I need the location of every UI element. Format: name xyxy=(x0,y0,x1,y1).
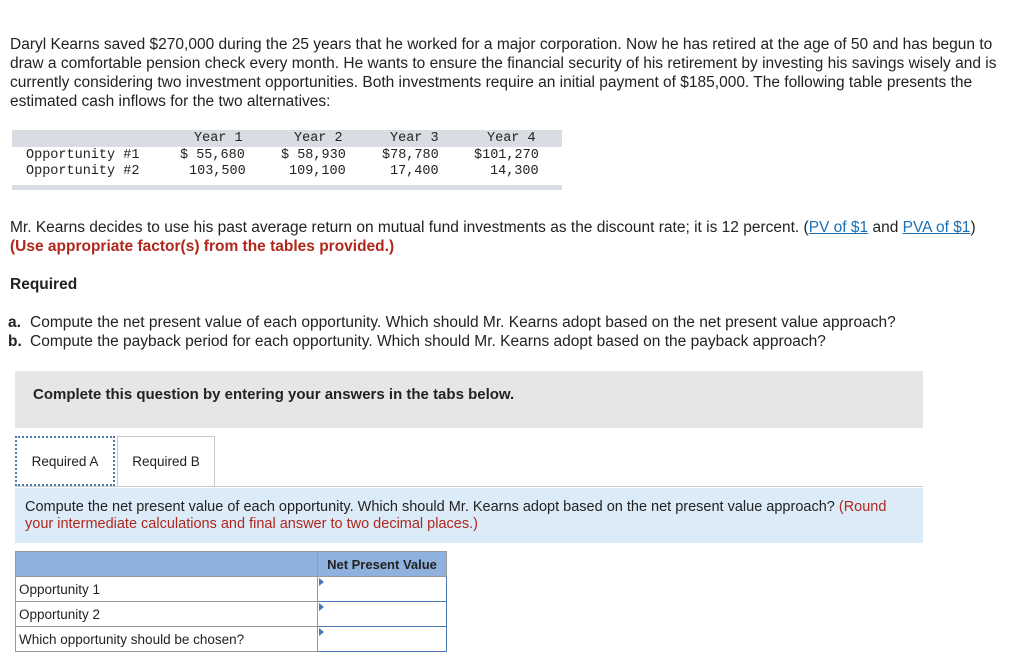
opportunity-1-label: Opportunity 1 xyxy=(16,577,318,602)
choice-cell xyxy=(318,627,447,652)
choice-label: Which opportunity should be chosen? xyxy=(16,627,318,652)
requirement-text: Compute the net present value of each opportunity. Which should Mr. Kearns adopt based on the net present value approach? xyxy=(30,314,896,331)
npv-column-header: Net Present Value xyxy=(318,552,447,577)
answer-row-opportunity-2 xyxy=(16,602,447,627)
cell-opp1-y4: $101,270 xyxy=(474,148,539,163)
opportunity-2-npv-cell xyxy=(318,602,447,627)
answer-row-choice xyxy=(16,627,447,652)
input-marker-icon xyxy=(319,603,324,611)
cell-opp1-y3: $78,780 xyxy=(382,148,439,163)
opportunity-2-label: Opportunity 2 xyxy=(16,602,318,627)
requirement-label: b. xyxy=(8,333,22,350)
tab-required-b[interactable]: Required B xyxy=(117,436,215,486)
col-header-year4: Year 4 xyxy=(487,131,536,146)
opportunity-2-npv-input[interactable] xyxy=(318,604,446,624)
cell-opp2-y3: 17,400 xyxy=(390,164,439,179)
requirement-b xyxy=(8,332,896,351)
choice-input[interactable] xyxy=(318,629,446,649)
cell-opp2-y2: 109,100 xyxy=(289,164,346,179)
input-marker-icon xyxy=(319,628,324,636)
instruction-panel xyxy=(15,488,923,543)
required-heading: Required xyxy=(10,276,78,293)
problem-intro: Daryl Kearns saved $270,000 during the 25 years that he worked for a major corporation. Now he has retired at the age of 50 and has begun to draw a comfortable pension check every month. He wants to ensure the financial security of his retirement by investing his savings wisely and is currently considering two investment opportunities. Both investments require an initial payment of $185,000. The following table presents the estimated cash inflows for the two alternatives: xyxy=(10,36,997,110)
close-paren: ) xyxy=(970,219,976,236)
discount-rate-paragraph xyxy=(10,218,1010,256)
factor-instruction: (Use appropriate factor(s) from the tables provided.) xyxy=(10,238,395,255)
answer-row-opportunity-1 xyxy=(16,577,447,602)
discount-rate-text: Mr. Kearns decides to use his past average return on mutual fund investments as the discount rate; it is 12 percent. ( xyxy=(10,219,809,236)
col-header-year1: Year 1 xyxy=(194,131,243,146)
cell-opp2-y4: 14,300 xyxy=(490,164,539,179)
cell-opp2-y1: 103,500 xyxy=(189,164,246,179)
col-header-year2: Year 2 xyxy=(294,131,343,146)
row-label-opp2: Opportunity #2 xyxy=(26,164,140,179)
tab-divider xyxy=(15,486,923,487)
complete-question-banner xyxy=(15,371,923,428)
row-label-opp1: Opportunity #1 xyxy=(26,148,140,163)
tab-required-a[interactable]: Required A xyxy=(15,436,115,486)
answer-header-blank xyxy=(16,552,318,577)
col-header-year3: Year 3 xyxy=(390,131,439,146)
answer-header-row xyxy=(16,552,447,577)
instruction-main: Compute the net present value of each opportunity. Which should Mr. Kearns adopt based on the net present value approach? xyxy=(25,499,839,515)
cell-opp1-y1: $ 55,680 xyxy=(180,148,245,163)
answer-table xyxy=(15,551,447,652)
input-marker-icon xyxy=(319,578,324,586)
cash-table-footer-bar xyxy=(12,185,562,190)
pva-of-1-link[interactable]: PVA of $1 xyxy=(902,219,971,236)
requirement-a xyxy=(8,313,896,332)
requirement-label: a. xyxy=(8,314,21,331)
cell-opp1-y2: $ 58,930 xyxy=(281,148,346,163)
instruction-text xyxy=(25,499,905,533)
requirements-list xyxy=(8,313,896,351)
cash-table-header-bar xyxy=(12,130,562,147)
rounding-note: (Round your intermediate calculations and final answer to two decimal places.) xyxy=(25,499,887,532)
opportunity-1-npv-input[interactable] xyxy=(318,579,446,599)
complete-question-text: Complete this question by entering your answers in the tabs below. xyxy=(33,386,515,403)
requirement-text: Compute the payback period for each opportunity. Which should Mr. Kearns adopt based on the payback approach? xyxy=(30,333,826,350)
opportunity-1-npv-cell xyxy=(318,577,447,602)
pv-of-1-link[interactable]: PV of $1 xyxy=(808,219,869,236)
and-text: and xyxy=(868,219,903,236)
